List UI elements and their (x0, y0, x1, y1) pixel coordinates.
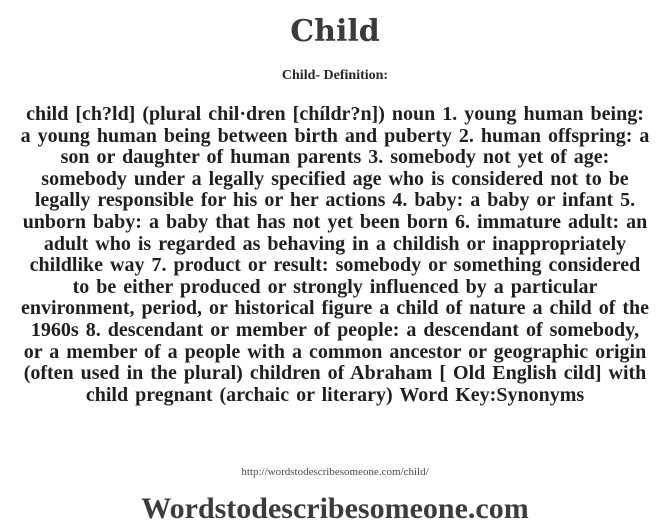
source-url-link[interactable]: http://wordstodescribesomeone.com/child/ (241, 466, 429, 478)
site-brand: Wordstodescribesomeone.com (141, 492, 529, 525)
page-title: Child (290, 14, 380, 49)
definition-text: child [ch?ld] (plural chil·dren [chíldr?n]) noun 1. young human being: a young human being between birth and puberty 2. human offspring: a son or daughter of human parents 3. somebody not yet of age: somebody under a legally specified age who is considered not to be legally responsible for his or her actions 4. baby: a baby or infant 5. unborn baby: a baby that has not yet been born 6. immature adult: an adult who is regarded as behaving in a childish or inappropriately childlike way 7. product or result: somebody or something considered to be either produced or strongly influenced by a particular environment, period, or historical figure a child of nature a child of the 1960s 8. descendant or member of people: a descendant of somebody, or a member of a people with a common ancestor or geographic origin (often used in the plural) children of Abraham [ Old English cild] with child pregnant (archaic or literary) Word Key:Synonyms (20, 103, 650, 406)
definition-heading: Child- Definition: (281, 68, 389, 83)
